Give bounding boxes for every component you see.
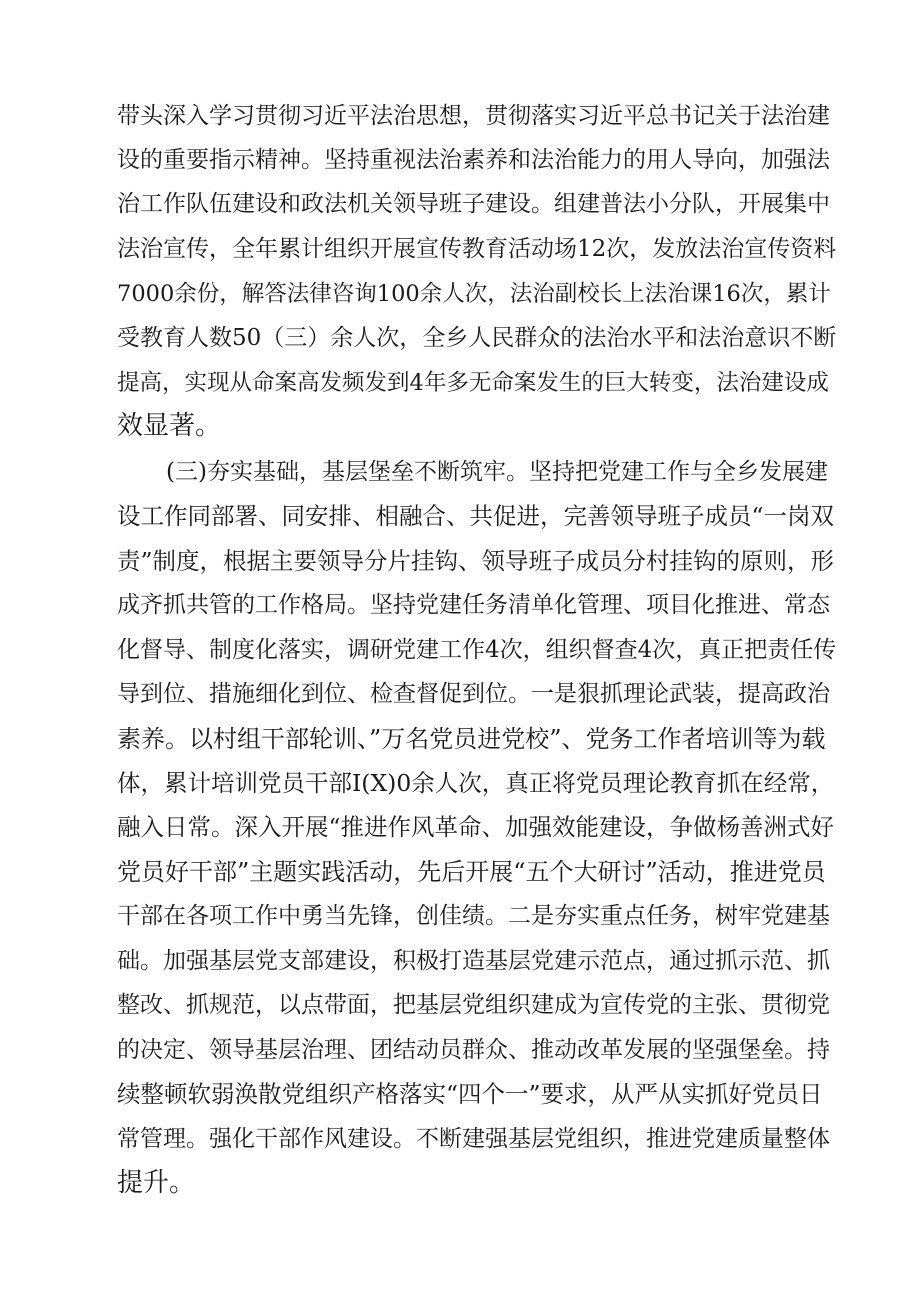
text-line: 常管理。强化干部作风建设。不断建强基层党组织，推进党建质量整体	[117, 1126, 830, 1152]
text-line: 素养。以村组干部轮训、”万名党员进党校”、党务工作者培训等为载	[117, 725, 826, 753]
text-line: 提升。	[117, 1168, 196, 1198]
text-line: 整改、抓规范，以点带面，把基层党组织建成为宣传党的主张、贯彻党	[117, 992, 830, 1018]
text-line: 效显著。	[117, 411, 222, 441]
text-line: 7000余份，解答法律咨询100余人次，法治副校长上法治课16次，累计	[117, 281, 831, 307]
text-line: 党员好干部”主题实践活动，先后开展“五个大研讨”活动，推进党员	[117, 858, 826, 886]
text-line: 体，累计培训党员干部I(X)0余人次，真正将党员理论教育抓在经常，	[117, 769, 835, 797]
text-line: 导到位、措施细化到位、检查督促到位。一是狠抓理论武装，提高政治	[117, 681, 830, 707]
section-heading-line: (三)夯实基础，基层堡垒不断筑牢。坚持把党建工作与全乡发展建	[166, 459, 828, 485]
text-line: 续整顿软弱涣散党组织产格落实“四个一”要求，从严从实抓好党员日	[117, 1080, 823, 1108]
text-line: 带头深入学习贯彻习近平法治思想，贯彻落实习近平总书记关于法治建	[117, 103, 830, 129]
text-line: 础。加强基层党支部建设，积极打造基层党建示范点，通过抓示范、抓	[117, 948, 830, 974]
text-line: 化督导、制度化落实，调研党建工作4次，组织督查4次，真正把责任传	[117, 637, 837, 663]
text-line: 责”制度，根据主要领导分片挂钩、领导班子成员分村挂钩的原则，形	[117, 547, 835, 575]
text-line: 成齐抓共管的工作格局。坚持党建任务清单化管理、项目化推进、常态	[117, 592, 830, 618]
text-line: 设工作同部署、同安排、相融合、共促进，完善领导班子成员“一岗双	[117, 502, 835, 530]
text-line: 融入日常。深入开展“推进作风革命、加强效能建设，争做杨善洲式好	[117, 813, 835, 841]
text-line: 的决定、领导基层治理、团结动员群众、推动改革发展的坚强堡垒。持	[117, 1037, 830, 1063]
text-line: 设的重要指示精神。坚持重视法治素养和法治能力的用人导向，加强法	[117, 147, 830, 173]
text-line: 治工作队伍建设和政法机关领导班子建设。组建普法小分队，开展集中	[117, 191, 830, 217]
text-line: 提高，实现从命案高发频发到4年多无命案发生的巨大转变，法治建设成	[117, 370, 829, 396]
text-line: 法治宣传，全年累计组织开展宣传教育活动场12次，发放法治宣传资料	[117, 236, 837, 262]
text-line: 受教育人数50（三）余人次，全乡人民群众的法治水平和法治意识不断	[117, 325, 837, 351]
text-line: 干部在各项工作中勇当先锋，创佳绩。二是夯实重点任务，树牢党建基	[117, 903, 830, 929]
